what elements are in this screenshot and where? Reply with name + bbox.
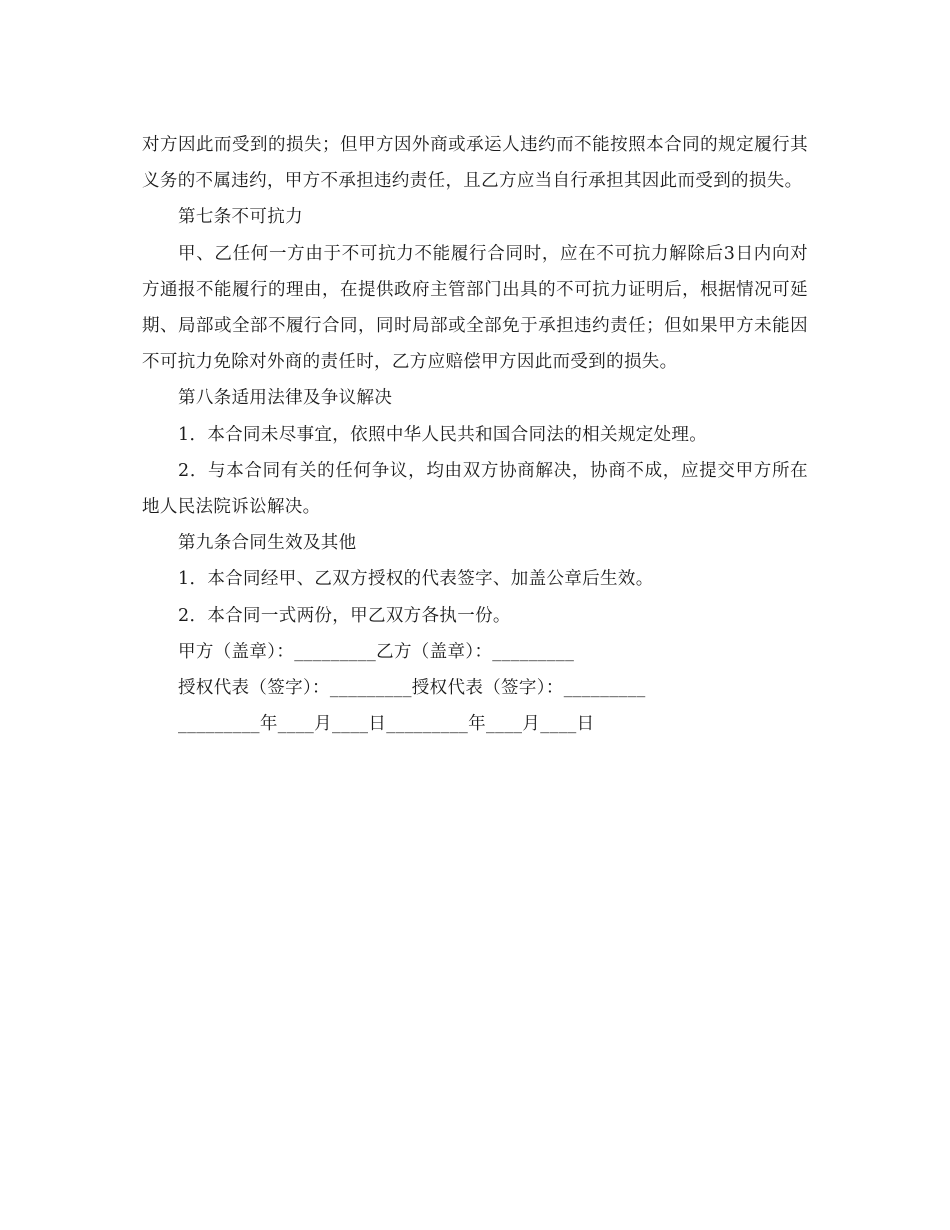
article-9-clause-1: 1．本合同经甲、乙双方授权的代表签字、加盖公章后生效。 [178,569,654,590]
article-8-clause-1: 1．本合同未尽事宜，依照中华人民共和国合同法的相关规定处理。 [178,424,708,445]
continued-paragraph: 对方因此而受到的损失；但甲方因外商或承运人违约而不能按照本合同的规定履行其义务的不属违约，甲方不承担违约责任，且乙方应当自行承担其因此而受到的损失。 [142,135,808,192]
article-8-heading: 第八条适用法律及争议解决 [178,388,393,409]
article-9-clause-2: 2．本合同一式两份，甲乙双方各执一份。 [178,605,511,626]
representative-signature-line: 授权代表（签字）：_________授权代表（签字）：_________ [178,678,646,699]
date-signature-line: _________年____月____日_________年____月____日 [178,714,595,735]
document-body [142,127,808,742]
article-9-heading: 第九条合同生效及其他 [178,533,357,554]
article-7-body: 甲、乙任何一方由于不可抗力不能履行合同时，应在不可抗力解除后3日内向对方通报不能履行的理由，在提供政府主管部门出具的不可抗力证明后，根据情况可延期、局部或全部不履行合同，同时局部或全部免于承担违约责任；但如果甲方未能因不可抗力免除对外商的责任时，乙方应赔偿甲方因此而受到的损失。 [142,243,808,373]
article-7-heading: 第七条不可抗力 [178,207,303,228]
seal-signature-line: 甲方（盖章）：_________乙方（盖章）：_________ [178,641,575,662]
article-8-clause-2: 2．与本合同有关的任何争议，均由双方协商解决，协商不成，应提交甲方所在地人民法院诉讼解决。 [142,460,808,518]
